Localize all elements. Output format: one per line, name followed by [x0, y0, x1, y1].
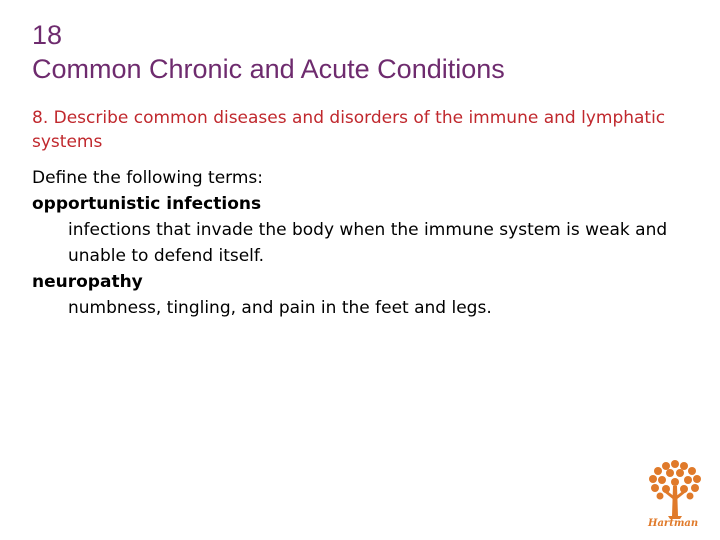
definitions-section: [32, 165, 692, 321]
definition-neuropathy: numbness, tingling, and pain in the feet and legs.: [68, 298, 492, 318]
definition-opportunistic-infections: infections that invade the body when the immune system is weak and unable to defend itself.: [68, 220, 668, 266]
chapter-header: [32, 18, 505, 86]
chapter-number: 18: [32, 20, 63, 50]
term-opportunistic-infections: opportunistic infections: [32, 194, 262, 214]
definitions-intro: Define the following terms:: [32, 168, 263, 188]
term-neuropathy: neuropathy: [32, 272, 143, 292]
hartman-wordmark: Hartman: [648, 518, 699, 529]
chapter-title: Common Chronic and Acute Conditions: [32, 54, 505, 84]
learning-objective: 8. Describe common diseases and disorders of the immune and lymphatic systems: [32, 108, 666, 152]
